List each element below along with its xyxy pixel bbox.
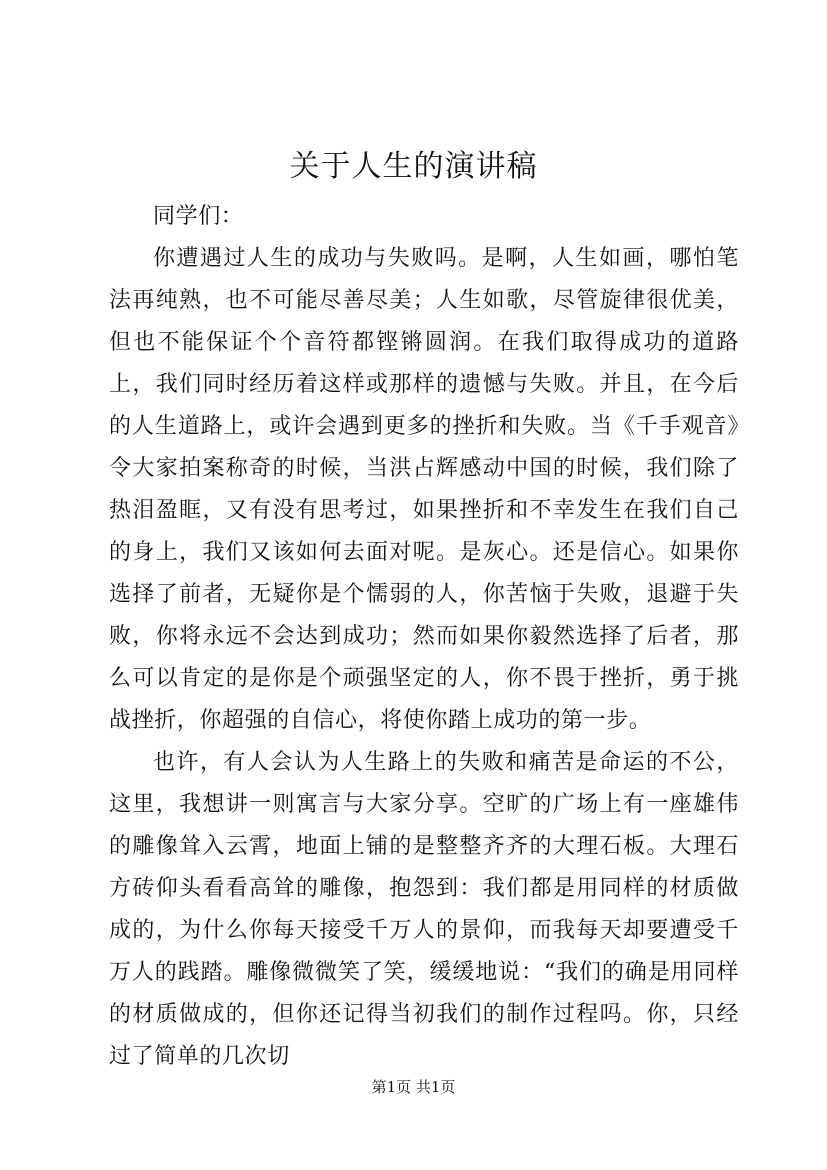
body-paragraph-1: 你遭遇过人生的成功与失败吗。是啊，人生如画，哪怕笔法再纯熟，也不可能尽善尽美；人生如歌，尽管旋律很优美，但也不能保证个个音符都铿锵圆润。在我们取得成功的道路上，我们同时经历着这样或那样的遗憾与失败。并且，在今后的人生道路上，或许会遇到更多的挫折和失败。当《千手观音》令大家拍案称奇的时候，当洪占辉感动中国的时候，我们除了热泪盈眶，又有没有思考过，如果挫折和不幸发生在我们自己的身上，我们又该如何去面对呢。是灰心。还是信心。如果你选择了前者，无疑你是个懦弱的人，你苦恼于失败，退避于失败，你将永远不会达到成功；然而如果你毅然选择了后者，那么可以肯定的是你是个顽强坚定的人，你不畏于挫折，勇于挑战挫折，你超强的自信心，将使你踏上成功的第一步。 [109, 246, 739, 733]
document-body [109, 196, 739, 1078]
body-paragraph-2: 也许，有人会认为人生路上的失败和痛苦是命运的不公，这里，我想讲一则寓言与大家分享。空旷的广场上有一座雄伟的雕像耸入云霄，地面上铺的是整整齐齐的大理石板。大理石方砖仰头看看高耸的雕像，抱怨到：我们都是用同样的材质做成的，为什么你每天接受千万人的景仰，而我每天却要遭受千万人的践踏。雕像微微笑了笑，缓缓地说：“我们的确是用同样的材质做成的，但你还记得当初我们的制作过程吗。你，只经过了简单的几次切 [109, 750, 739, 1069]
page-number-footer: 第1页 共1页 [371, 1078, 456, 1096]
salutation-paragraph: 同学们： [153, 204, 244, 229]
document-title: 关于人生的演讲稿 [289, 149, 538, 184]
